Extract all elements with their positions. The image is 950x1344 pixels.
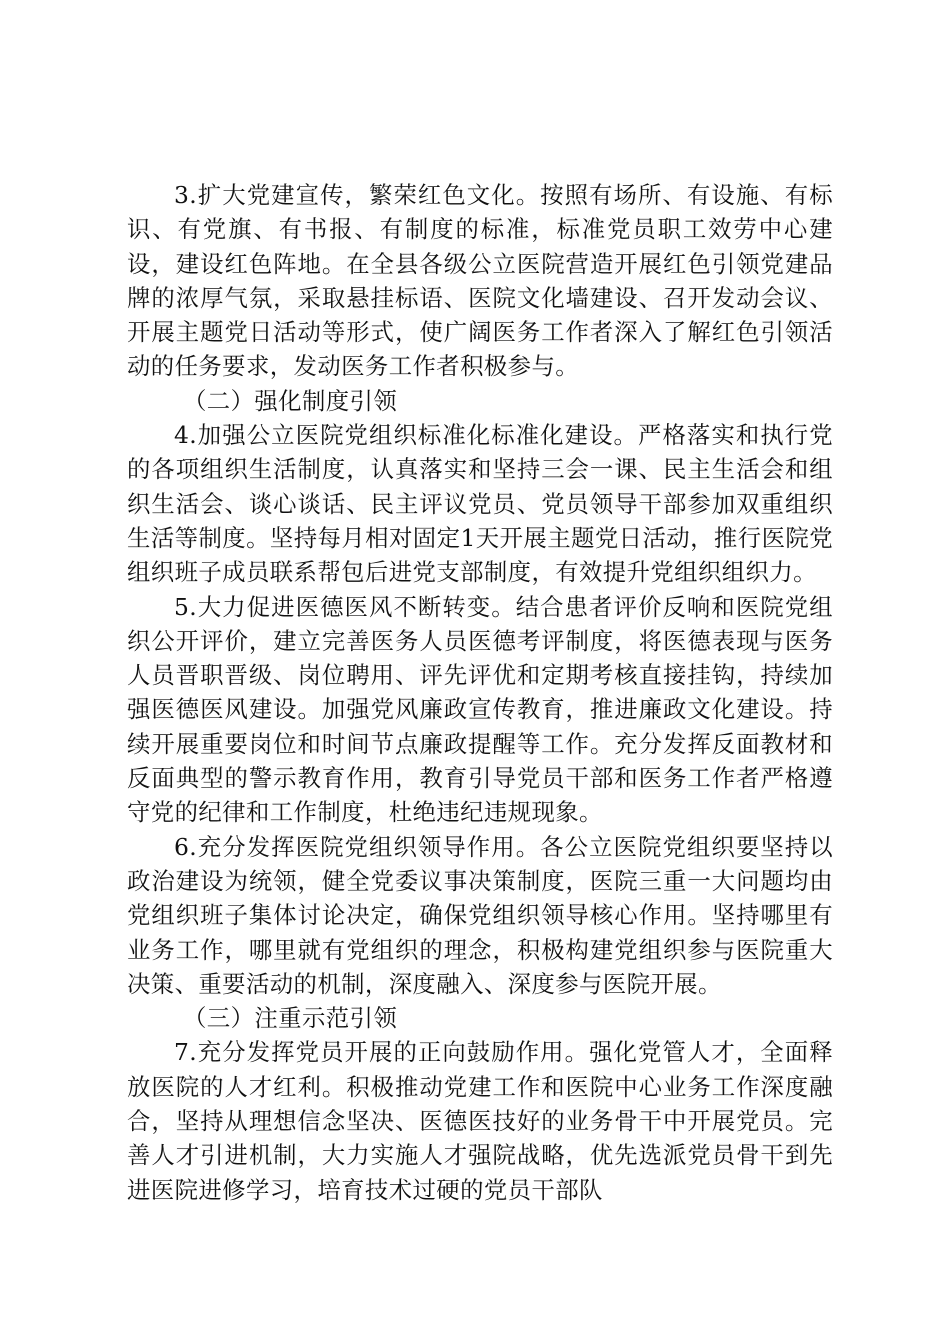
section-heading-3: （三）注重示范引领 [183,1004,398,1033]
paragraph-4: 4.加强公立医院党组织标准化标准化建设。严格落实和执行党的各项组织生活制度，认真落实和坚持三会一课、民主生活会和组织生活会、谈心谈话、民主评议党员、党员领导干部参加双重组织生活等制度。坚持每月相对固定1天开展主题党日活动，推行医院党组织班子成员联系帮包后进党支部制度，有效提升党组织组织力。 [127,421,833,587]
section-heading-2: （二）强化制度引领 [183,386,398,415]
paragraph-5: 5.大力促进医德医风不断转变。结合患者评价反响和医院党组织公开评价，建立完善医务人员医德考评制度，将医德表现与医务人员晋职晋级、岗位聘用、评先评优和定期考核直接挂钩，持续加强医德医风建设。加强党风廉政宣传教育，推进廉政文化建设。持续开展重要岗位和时间节点廉政提醒等工作。充分发挥反面教材和反面典型的警示教育作用，教育引导党员干部和医务工作者严格遵守党的纪律和工作制度，杜绝违纪违规现象。 [127,592,833,827]
paragraph-3: 3.扩大党建宣传，繁荣红色文化。按照有场所、有设施、有标识、有党旗、有书报、有制度的标准，标准党员职工效劳中心建设，建设红色阵地。在全县各级公立医院营造开展红色引领党建品牌的浓厚气氛，采取悬挂标语、医院文化墙建设、召开发动会议、开展主题党日活动等形式，使广阔医务工作者深入了解红色引领活动的任务要求，发动医务工作者积极参与。 [127,181,833,381]
paragraph-6: 6.充分发挥医院党组织领导作用。各公立医院党组织要坚持以政治建设为统领，健全党委议事决策制度，医院三重一大问题均由党组织班子集体讨论决定，确保党组织领导核心作用。坚持哪里有业务工作，哪里就有党组织的理念，积极构建党组织参与医院重大决策、重要活动的机制，深度融入、深度参与医院开展。 [127,832,833,998]
paragraph-7: 7.充分发挥党员开展的正向鼓励作用。强化党管人才，全面释放医院的人才红利。积极推动党建工作和医院中心业务工作深度融合，坚持从理想信念坚决、医德医技好的业务骨干中开展党员。完善人才引进机制，大力实施人才强院战略，优先选派党员骨干到先进医院进修学习，培育技术过硬的党员干部队 [127,1038,833,1204]
document-body [127,178,833,1207]
